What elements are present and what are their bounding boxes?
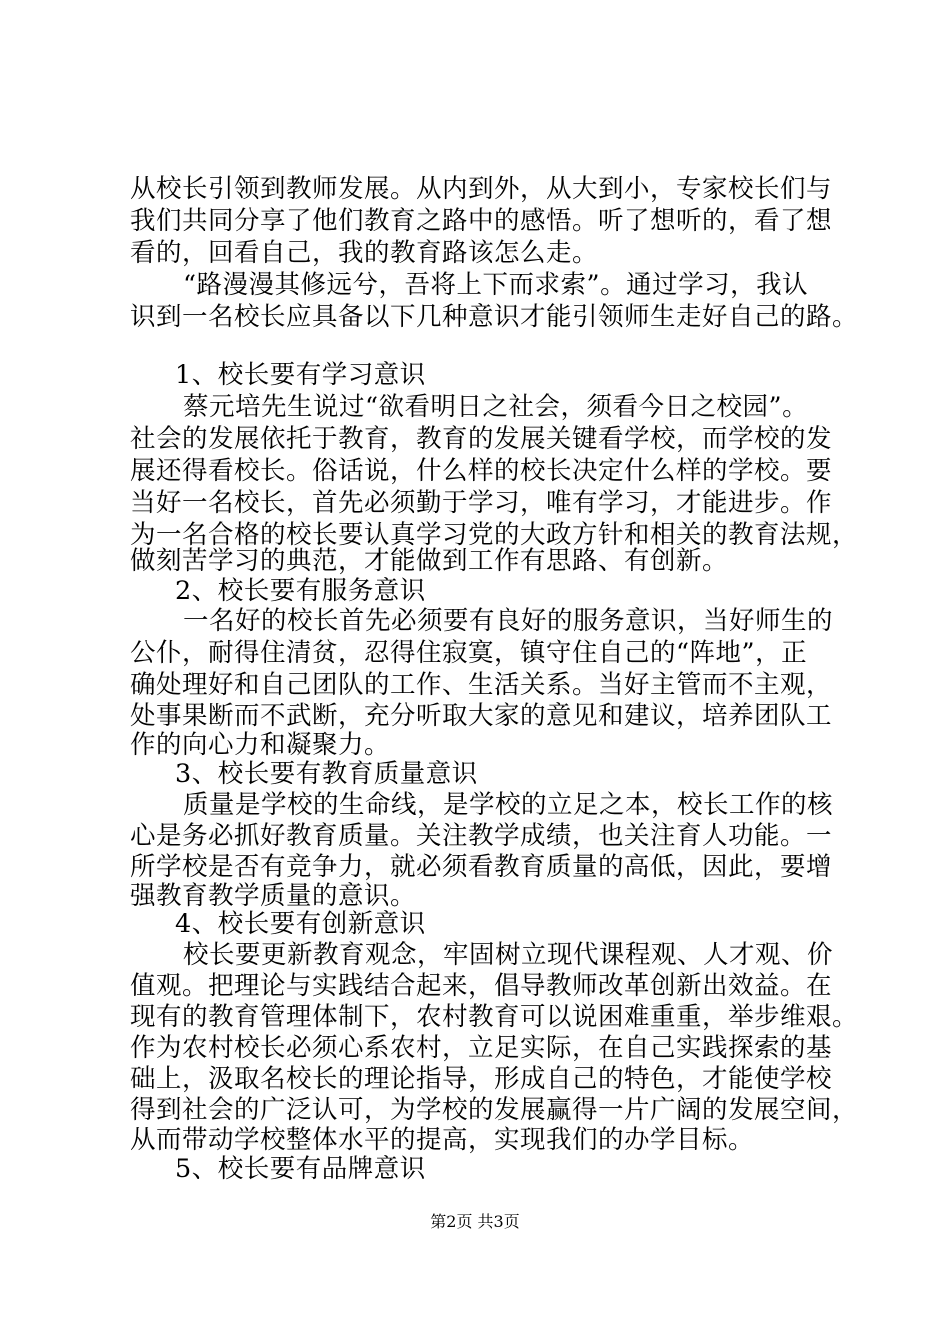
section-heading: 3、校长要有教育质量意识 xyxy=(175,759,478,789)
text-line: 为一名合格的校长要认真学习党的大政方针和相关的教育法规， xyxy=(130,520,859,550)
text-line: 从校长引领到教师发展。从内到外，从大到小，专家校长们与 xyxy=(130,174,833,204)
text-line: 处事果断而不武断，充分听取大家的意见和建议，培养团队工 xyxy=(130,701,833,731)
text-line: 质量是学校的生命线，是学校的立足之本，校长工作的核 xyxy=(183,790,834,820)
text-line: 一名好的校长首先必须要有良好的服务意识，当好师生的 xyxy=(183,606,834,636)
text-line: 强教育教学质量的意识。 xyxy=(130,881,417,911)
text-line: “路漫漫其修远兮，吾将上下而求索”。通过学习，我认 xyxy=(183,270,809,300)
text-line: 作为农村校长必须心系农村，立足实际，在自己实践探索的基 xyxy=(130,1033,833,1063)
text-line: 得到社会的广泛认可，为学校的发展赢得一片广阔的发展空间， xyxy=(130,1095,859,1125)
text-line: 蔡元培先生说过“欲看明日之社会，须看今日之校园”。 xyxy=(183,392,809,422)
section-heading: 2、校长要有服务意识 xyxy=(175,576,426,606)
text-line: 做刻苦学习的典范，才能做到工作有思路、有创新。 xyxy=(130,546,729,576)
text-line: 我们共同分享了他们教育之路中的感悟。听了想听的，看了想 xyxy=(130,206,833,236)
text-line: 现有的教育管理体制下，农村教育可以说困难重重，举步维艰。 xyxy=(130,1002,859,1032)
text-line: 心是务必抓好教育质量。关注教学成绩，也关注育人功能。一 xyxy=(130,821,833,851)
page-number-footer: 第2页 共3页 xyxy=(430,1212,520,1231)
text-line: 值观。把理论与实践结合起来，倡导教师改革创新出效益。在 xyxy=(130,971,833,1001)
text-line: 校长要更新教育观念，牢固树立现代课程观、人才观、价 xyxy=(183,940,834,970)
section-heading: 1、校长要有学习意识 xyxy=(175,360,426,390)
text-line: 所学校是否有竞争力，就必须看教育质量的高低，因此，要增 xyxy=(130,852,833,882)
text-line: 作的向心力和凝聚力。 xyxy=(130,730,391,760)
text-line: 确处理好和自己团队的工作、生活关系。当好主管而不主观， xyxy=(130,670,833,700)
text-line: 从而带动学校整体水平的提高，实现我们的办学目标。 xyxy=(130,1125,755,1155)
text-line: 公仆，耐得住清贫，忍得住寂寞，镇守住自己的“阵地”，正 xyxy=(130,638,808,668)
section-heading: 5、校长要有品牌意识 xyxy=(175,1154,426,1184)
text-line: 社会的发展依托于教育，教育的发展关键看学校，而学校的发 xyxy=(130,424,833,454)
section-heading: 4、校长要有创新意识 xyxy=(175,909,426,939)
text-line: 识到一名校长应具备以下几种意识才能引领师生走好自己的路。 xyxy=(130,302,859,332)
text-line: 当好一名校长，首先必须勤于学习，唯有学习，才能进步。作 xyxy=(130,488,833,518)
text-line: 础上，汲取名校长的理论指导，形成自己的特色，才能使学校 xyxy=(130,1064,833,1094)
text-line: 展还得看校长。俗话说，什么样的校长决定什么样的学校。要 xyxy=(130,456,833,486)
text-line: 看的，回看自己，我的教育路该怎么走。 xyxy=(130,238,599,268)
